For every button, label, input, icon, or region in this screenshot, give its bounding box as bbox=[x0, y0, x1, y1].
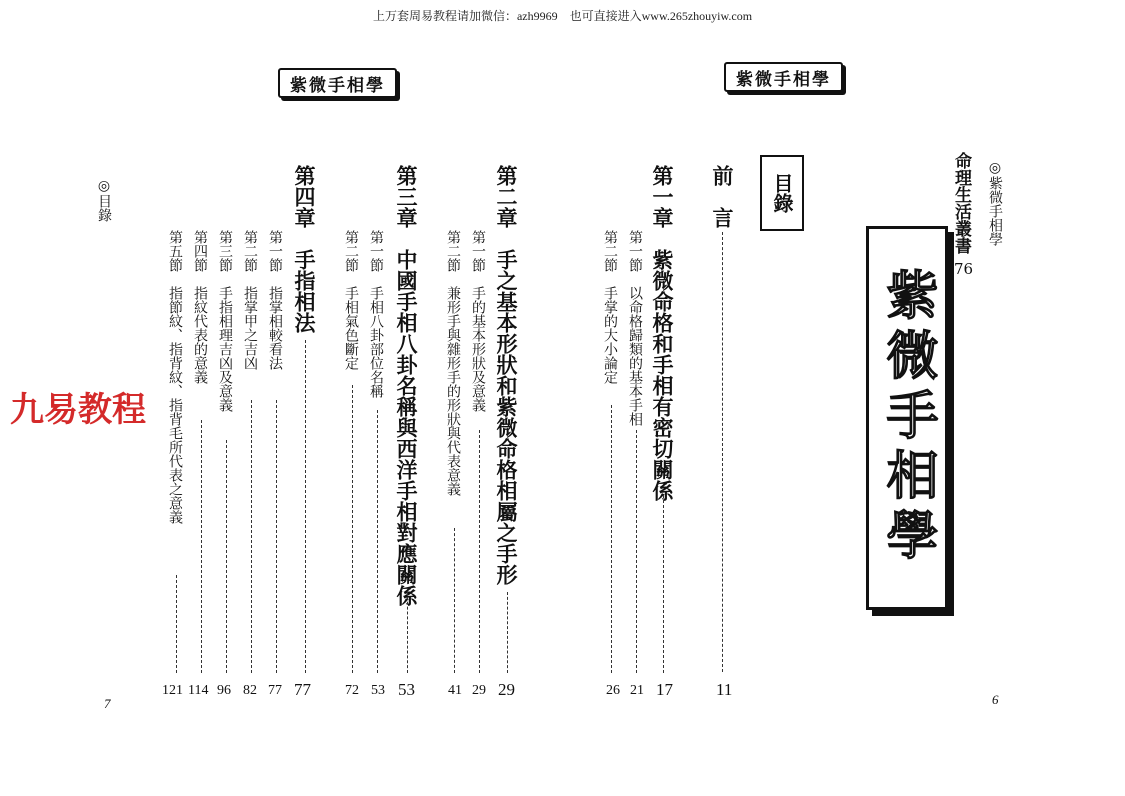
toc-leader bbox=[407, 592, 408, 673]
toc-leader bbox=[507, 592, 508, 673]
toc-leader bbox=[611, 405, 612, 673]
left-logo: 紫微手相學 bbox=[278, 68, 397, 98]
toc-leader bbox=[226, 440, 227, 673]
toc-ch1-section-2: 第二節 手掌的大小論定 bbox=[602, 230, 618, 384]
toc-leader bbox=[454, 528, 455, 673]
toc-chapter-3: 第三章 中國手相八卦名稱與西洋手相對應關係 bbox=[394, 165, 419, 606]
volume-number: 76 bbox=[954, 260, 974, 278]
toc-leader bbox=[663, 495, 664, 673]
toc-page-ch3: 53 bbox=[398, 680, 415, 699]
toc-leader bbox=[479, 430, 480, 673]
toc-foreword: 前 言 bbox=[710, 165, 735, 228]
toc-ch4-section-3: 第三節 手指相理吉凶及意義 bbox=[217, 230, 233, 412]
toc-ch4-section-4: 第四節 指紋代表的意義 bbox=[192, 230, 208, 384]
toc-leader bbox=[251, 400, 252, 673]
toc-ch3-section-1: 第一節 手相八卦部位名稱 bbox=[368, 230, 384, 398]
toc-page-ch4-s3: 96 bbox=[217, 683, 231, 698]
toc-leader bbox=[305, 340, 306, 673]
right-logo: 紫微手相學 bbox=[724, 62, 843, 92]
book-title-box bbox=[866, 226, 948, 610]
page-number-right: 6 bbox=[992, 692, 999, 707]
watermark: 九易教程 bbox=[10, 390, 146, 430]
series-title: 命理生活叢書 bbox=[951, 152, 971, 254]
toc-page-ch3-s2: 72 bbox=[345, 683, 359, 698]
toc-chapter-4: 第四章 手指相法 bbox=[292, 165, 317, 333]
toc-leader bbox=[722, 232, 723, 672]
toc-page-ch4-s1: 77 bbox=[268, 683, 282, 698]
toc-page-ch4-s4: 114 bbox=[188, 683, 209, 698]
toc-ch2-section-1: 第一節 手的基本形狀及意義 bbox=[470, 230, 486, 412]
toc-page-ch4-s5: 121 bbox=[162, 683, 183, 698]
toc-ch2-section-2: 第二節 兼形手與雜形手的形狀與代表意義 bbox=[445, 230, 461, 496]
toc-chapter-1: 第一章 紫微命格和手相有密切關係 bbox=[650, 165, 675, 501]
toc-page-ch4-s2: 82 bbox=[243, 683, 257, 698]
toc-page-ch3-s1: 53 bbox=[371, 683, 385, 698]
toc-leader bbox=[377, 410, 378, 673]
contents-heading bbox=[760, 155, 804, 231]
book-title: 紫微手相學 bbox=[877, 268, 938, 568]
toc-chapter-2: 第二章 手之基本形狀和紫微命格相屬之手形 bbox=[494, 165, 519, 585]
toc-leader bbox=[201, 420, 202, 673]
toc-leader bbox=[636, 430, 637, 673]
page-number-left: 7 bbox=[104, 696, 111, 711]
toc-leader bbox=[176, 575, 177, 673]
toc-leader bbox=[276, 400, 277, 673]
left-page-header: ◎目錄 bbox=[96, 178, 112, 222]
toc-page-ch4: 77 bbox=[294, 680, 311, 699]
right-page-header: ◎紫微手相學 bbox=[987, 160, 1003, 246]
toc-page-ch1-s1: 21 bbox=[630, 683, 644, 698]
toc-page-ch2-s2: 41 bbox=[448, 683, 462, 698]
top-banner: 上万套周易教程请加微信：azh9969 也可直接进入www.265zhouyiw.com bbox=[372, 9, 753, 23]
toc-page-ch1: 17 bbox=[656, 680, 673, 699]
toc-leader bbox=[352, 385, 353, 673]
toc-page-ch2: 29 bbox=[498, 680, 515, 699]
toc-ch3-section-2: 第二節 手相氣色斷定 bbox=[343, 230, 359, 370]
toc-ch1-section-1: 第一節 以命格歸類的基本手相 bbox=[627, 230, 643, 426]
toc-ch4-section-2: 第二節 指掌甲之吉凶 bbox=[242, 230, 258, 370]
toc-page-ch1-s2: 26 bbox=[606, 683, 620, 698]
toc-page-foreword: 11 bbox=[716, 680, 733, 699]
contents-heading-text: 目錄 bbox=[770, 173, 794, 213]
toc-ch4-section-1: 第一節 指掌相較看法 bbox=[267, 230, 283, 370]
toc-ch4-section-5: 第五節 指節紋、指背紋、指背毛所代表之意義 bbox=[167, 230, 183, 524]
toc-page-ch2-s1: 29 bbox=[472, 683, 486, 698]
